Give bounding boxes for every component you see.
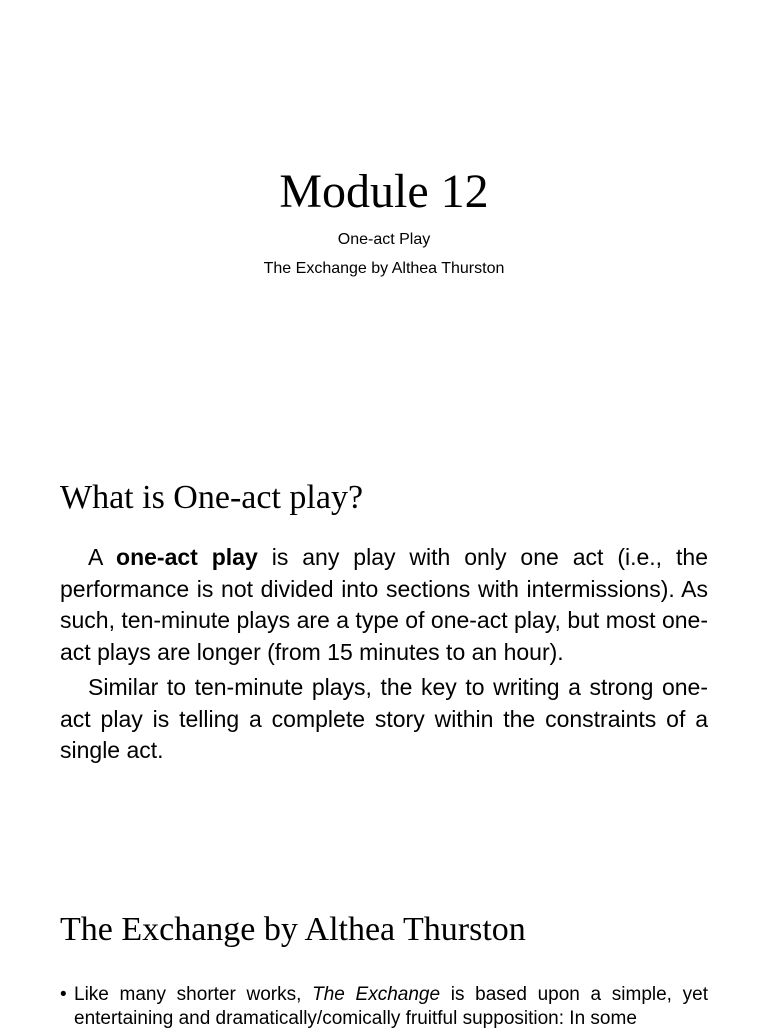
bullet-icon: •: [60, 984, 67, 1005]
definition-heading: What is One-act play?: [60, 479, 364, 516]
definition-body: [60, 542, 708, 771]
bullet-rest: is based upon a simple, yet entertaining and dramatically/comically fruitful supposition: In some: [74, 984, 708, 1029]
module-title: Module 12: [279, 165, 489, 218]
work-title-italic: The Exchange: [312, 984, 441, 1005]
module-subtitle-genre: One-act Play: [337, 231, 431, 248]
definition-paragraph-2: Similar to ten-minute plays, the key to writing a strong one-act play is telling a complete story within the constraints of a single act.: [60, 674, 708, 763]
definition-paragraph-1: [60, 542, 708, 668]
paragraph-lead: A: [88, 544, 117, 570]
exchange-heading: The Exchange by Althea Thurston: [60, 911, 526, 948]
module-subtitle-work: The Exchange by Althea Thurston: [263, 260, 505, 277]
term-one-act-play: one-act play: [116, 544, 258, 570]
bullet-lead: Like many shorter works,: [74, 984, 313, 1005]
paragraph-rest: is any play with only one act (i.e., the performance is not divided into sections with intermissions). As such, ten-minute plays are a type of one-act play, but most one-act plays are longer (from 15 minutes to an hour).: [60, 544, 708, 665]
title-slide: [0, 0, 768, 420]
